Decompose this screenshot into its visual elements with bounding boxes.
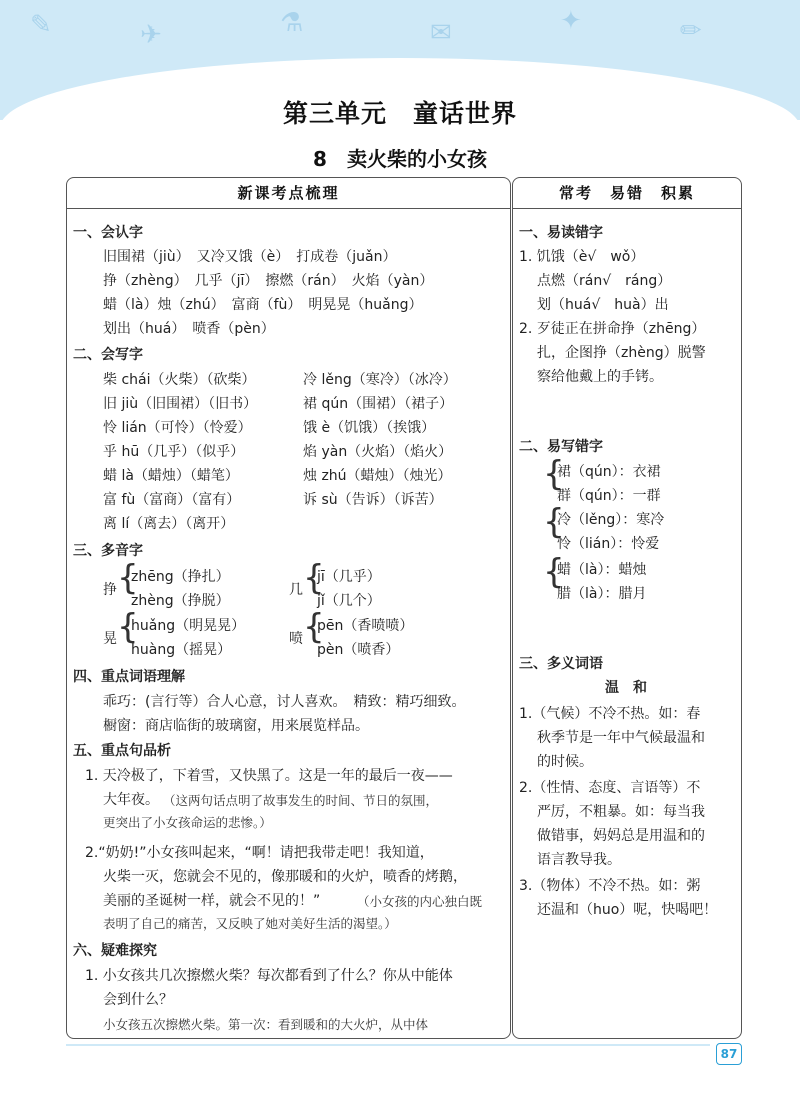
poly-2-b: jǐ（几个）: [317, 593, 381, 609]
brace-icon: {: [543, 502, 565, 542]
polysemy-line-5: 严厉，不粗暴。如：每当我: [537, 804, 705, 820]
miswrite-2a: 冷（lěng）：寒冷: [557, 512, 665, 528]
section-title-sentences: 五、重点句品析: [73, 743, 171, 759]
flask-doodle-icon: ⚗: [280, 8, 304, 38]
write-right-4: 焰 yàn（火焰）（焰火）: [303, 444, 453, 460]
brace-icon: {: [543, 552, 565, 592]
sentence-note-2: （小女孩的内心独白既: [357, 894, 483, 909]
write-left-5: 蜡 là（蜡烛）（蜡笔）: [103, 468, 239, 484]
section-title-polyphone: 三、多音字: [73, 543, 143, 559]
write-left-2: 旧 jiù（旧围裙）（旧书）: [103, 396, 258, 412]
write-left-3: 怜 lián（可怜）（怜爱）: [103, 420, 252, 436]
sentence-line-3: 2.“奶奶!”小女孩叫起来，“啊！请把我带走吧！我知道，: [85, 845, 434, 861]
recognize-line-4: 划出（huá） 喷香（pèn）: [103, 321, 275, 337]
miswrite-3b: 腊（là）：腊月: [557, 586, 647, 602]
right-panel: [512, 177, 742, 1039]
sentence-line-1: 1. 天冷极了，下着雪，又快黑了。这是一年的最后一夜——: [85, 768, 453, 784]
brace-icon: {: [303, 558, 325, 598]
misread-line-5: 扎，企图挣（zhèng）脱警: [537, 345, 706, 361]
section-title-words: 四、重点词语理解: [73, 669, 185, 685]
left-panel: [66, 177, 511, 1039]
miswrite-1b: 群（qún）：一群: [557, 488, 661, 504]
polysemy-line-9: 还温和（huo）呢，快喝吧！: [537, 902, 718, 918]
brace-icon: {: [117, 607, 139, 647]
poly-char-2: 几: [289, 582, 303, 598]
write-right-5: 烛 zhú（蜡烛）（烛光）: [303, 468, 452, 484]
words-line-1: 乖巧：(言行等）合人心意，讨人喜欢。 精致：精巧细致。: [103, 694, 466, 710]
write-left-1: 柴 chái（火柴）（砍柴）: [103, 372, 256, 388]
write-right-6: 诉 sù（告诉）（诉苦）: [303, 492, 443, 508]
pencil-doodle-icon: ✏: [680, 16, 702, 46]
section-title-misread: 一、易读错字: [519, 225, 603, 241]
page-number: 87: [716, 1043, 742, 1065]
poly-char-1: 挣: [103, 582, 117, 598]
polysemy-word: 温 和: [605, 680, 647, 696]
words-line-2: 橱窗：商店临街的玻璃窗，用来展览样品。: [103, 718, 369, 734]
sentence-note-2b: 表明了自己的痛苦，又反映了她对美好生活的渴望。）: [103, 916, 397, 931]
write-left-6: 富 fù（富商）（富有）: [103, 492, 241, 508]
poly-1-b: zhèng（挣脱）: [131, 593, 230, 609]
poly-2-a: jī（几乎）: [317, 569, 381, 585]
poly-3-b: huàng（摇晃）: [131, 642, 232, 658]
recognize-line-2: 挣（zhèng） 几乎（jī） 擦燃（rán） 火焰（yàn）: [103, 273, 434, 289]
poly-3-a: huǎng（明晃晃）: [131, 618, 246, 634]
explore-line-2: 会到什么？: [103, 992, 173, 1008]
section-title-miswrite: 二、易写错字: [519, 439, 603, 455]
right-panel-heading: 常考 易错 积累: [513, 178, 741, 209]
sentence-note-1b: 更突出了小女孩命运的悲惨。）: [103, 815, 272, 830]
brace-icon: {: [303, 607, 325, 647]
book-doodle-icon: ✉: [430, 18, 452, 48]
explore-line-1: 1. 小女孩共几次擦燃火柴？每次都看到了什么？你从中能体: [85, 968, 453, 984]
lesson-title: 8 卖火柴的小女孩: [313, 147, 487, 171]
ruler-doodle-icon: ✎: [30, 10, 52, 40]
brace-icon: {: [117, 558, 139, 598]
sentence-line-4: 火柴一灭，您就会不见的，像那暖和的火炉，喷香的烤鹅，: [103, 869, 467, 885]
polysemy-line-7: 语言教导我。: [537, 852, 621, 868]
misread-line-3: 划（huá√ huà）出: [537, 297, 669, 313]
misread-line-2: 点燃（rán√ ráng）: [537, 273, 672, 289]
write-left-4: 乎 hū（几乎）（似乎）: [103, 444, 245, 460]
write-right-3: 饿 è（饥饿）（挨饿）: [303, 420, 436, 436]
section-title-write: 二、会写字: [73, 347, 143, 363]
unit-title: 第三单元 童话世界: [282, 99, 517, 128]
poly-char-3: 晃: [103, 631, 117, 647]
polysemy-line-2: 秋季节是一年中气候最温和: [537, 730, 705, 746]
polysemy-line-4: 2.（性情、态度、言语等）不: [519, 780, 701, 796]
poly-4-a: pēn（香喷喷）: [317, 618, 414, 634]
polysemy-line-8: 3.（物体）不冷不热。如：粥: [519, 878, 701, 894]
star-doodle-icon: ✦: [560, 6, 582, 36]
recognize-line-3: 蜡（là）烛（zhú） 富商（fù） 明晃晃（huǎng）: [103, 297, 423, 313]
poly-4-b: pèn（喷香）: [317, 642, 400, 658]
write-right-2: 裙 qún（围裙）（裙子）: [303, 396, 454, 412]
polysemy-line-3: 的时候。: [537, 754, 593, 770]
misread-line-4: 2. 歹徒正在拼命挣（zhēng）: [519, 321, 706, 337]
miswrite-3a: 蜡（là）：蜡烛: [557, 562, 647, 578]
section-title-polysemy: 三、多义词语: [519, 656, 603, 672]
write-right-1: 冷 lěng（寒冷）（冰冷）: [303, 372, 457, 388]
brace-icon: {: [543, 454, 565, 494]
misread-line-6: 察给他戴上的手铐。: [537, 369, 663, 385]
recognize-line-1: 旧围裙（jiù） 又冷又饿（è） 打成卷（juǎn）: [103, 249, 397, 265]
footer-bar: [66, 1044, 710, 1046]
polysemy-line-1: 1.（气候）不冷不热。如：春: [519, 706, 701, 722]
polysemy-line-6: 做错事，妈妈总是用温和的: [537, 828, 705, 844]
explore-answer: 小女孩五次擦燃火柴。第一次：看到暖和的大火炉，从中体: [103, 1017, 429, 1032]
poly-char-4: 喷: [289, 631, 303, 647]
left-panel-heading: 新课考点梳理: [67, 178, 510, 209]
section-title-explore: 六、疑难探究: [73, 943, 157, 959]
misread-line-1: 1. 饥饿（è√ wǒ）: [519, 249, 645, 265]
write-left-7: 离 lí（离去）（离开）: [103, 516, 235, 532]
plane-doodle-icon: ✈: [140, 20, 162, 50]
miswrite-2b: 怜（lián）：怜爱: [557, 536, 660, 552]
sentence-line-2: 大年夜。: [103, 792, 159, 808]
miswrite-1a: 裙（qún）：衣裙: [557, 464, 661, 480]
poly-1-a: zhēng（挣扎）: [131, 569, 230, 585]
section-title-recognize: 一、会认字: [73, 225, 143, 241]
sentence-note-1: （这两句话点明了故事发生的时间、节日的氛围，: [163, 793, 439, 808]
sentence-line-5: 美丽的圣诞树一样，就会不见的！”: [103, 893, 321, 909]
